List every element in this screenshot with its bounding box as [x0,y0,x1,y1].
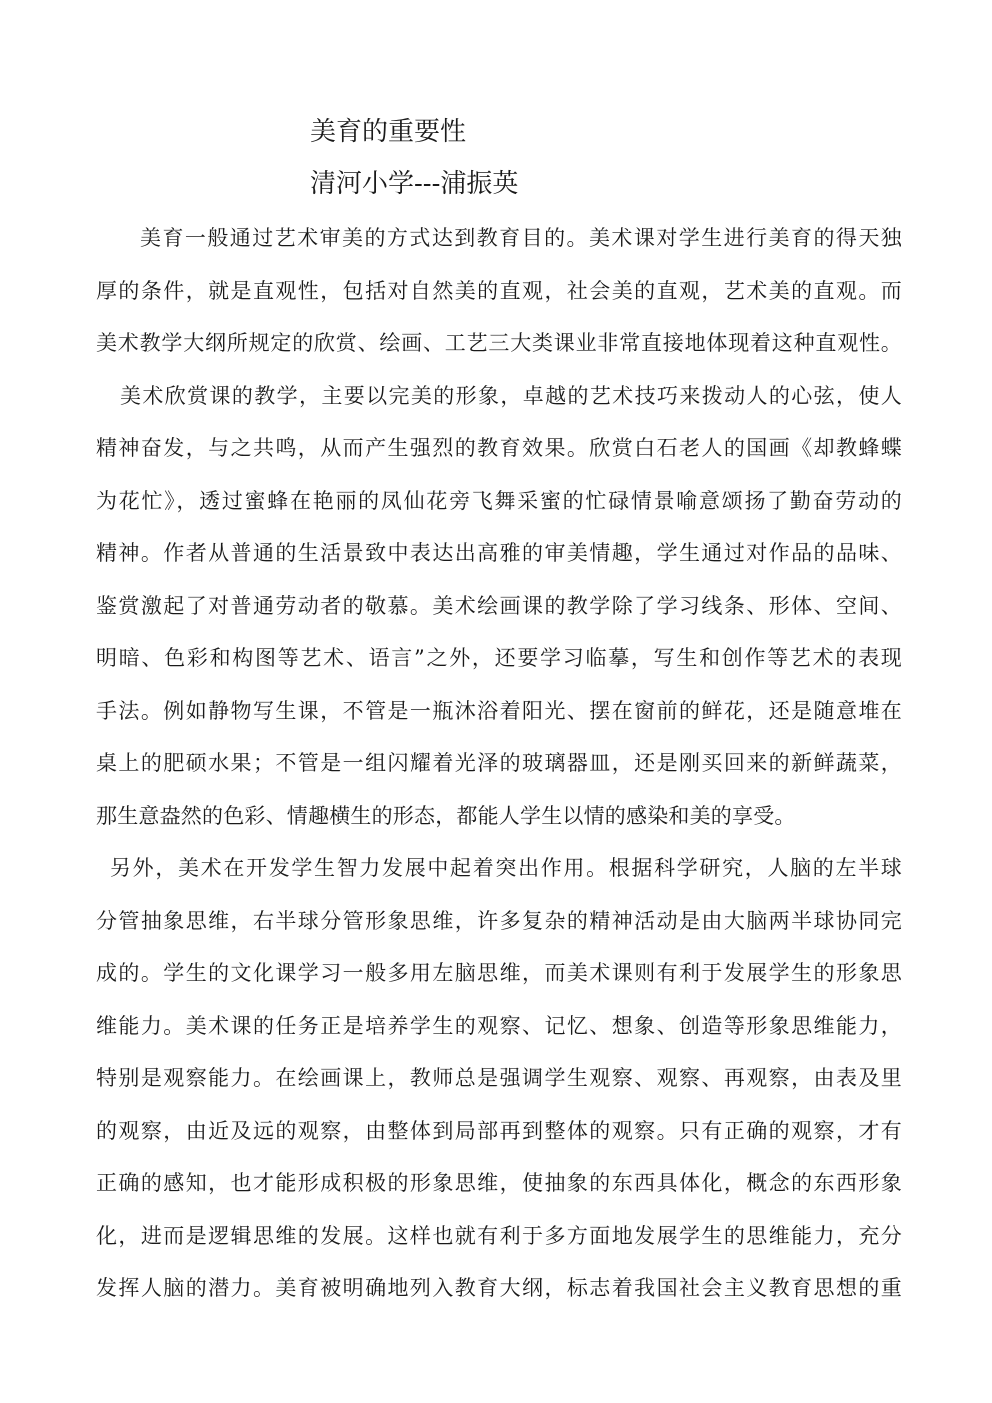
text-line: 特别是观察能力。在绘画课上，教师总是强调学生观察、观察、再观察，由表及里 [96,1066,902,1090]
text-line: 明暗、色彩和构图等艺术、语言”之外，还要学习临摹，写生和创作等艺术的表现 [96,646,902,670]
text-line: 美术欣赏课的教学，主要以完美的形象，卓越的艺术技巧来拨动人的心弦，使人 [120,383,902,408]
text-line: 为花忙》，透过蜜蜂在艳丽的凤仙花旁飞舞采蜜的忙碌情景喻意颂扬了勤奋劳动的 [96,488,902,513]
text-line: 的观察，由近及远的观察，由整体到局部再到整体的观察。只有正确的观察，才有 [96,1118,902,1143]
document-title: 美育的重要性 [310,117,467,147]
text-line: 正确的感知，也才能形成积极的形象思维，使抽象的东西具体化，概念的东西形象 [96,1171,902,1195]
text-line: 美术教学大纲所规定的欣赏、绘画、工艺三大类课业非常直接地体现着这种直观性。 [96,331,902,355]
text-line: 美育一般通过艺术审美的方式达到教育目的。美术课对学生进行美育的得天独 [140,226,902,250]
text-line: 厚的条件，就是直观性，包括对自然美的直观，社会美的直观，艺术美的直观。而 [96,278,902,303]
text-line: 分管抽象思维，右半球分管形象思维，许多复杂的精神活动是由大脑两半球协同完 [96,908,902,933]
document-author: 清河小学---浦振英 [310,169,519,199]
text-line: 成的。学生的文化课学习一般多用左脑思维，而美术课则有利于发展学生的形象思 [96,961,902,985]
text-line: 精神。作者从普通的生活景致中表达出高雅的审美情趣，学生通过对作品的品味、 [96,541,902,565]
text-line: 鉴赏激起了对普通劳动者的敬慕。美术绘画课的教学除了学习线条、形体、空间、 [96,593,902,618]
text-line: 那生意盎然的色彩、情趣横生的形态，都能人学生以情的感染和美的享受。 [96,803,796,828]
text-line: 桌上的肥硕水果；不管是一组闪耀着光泽的玻璃器皿，还是刚买回来的新鲜蔬菜， [96,751,902,775]
text-line: 发挥人脑的潜力。美育被明确地列入教育大纲，标志着我国社会主义教育思想的重 [96,1276,902,1300]
text-line: 维能力。美术课的任务正是培养学生的观察、记忆、想象、创造等形象思维能力， [96,1013,902,1038]
text-line: 精神奋发，与之共鸣，从而产生强烈的教育效果。欣赏白石老人的国画《却教蜂蝶 [96,436,902,460]
text-line: 化，进而是逻辑思维的发展。这样也就有利于多方面地发展学生的思维能力，充分 [96,1223,902,1248]
body-text [96,212,902,1315]
title-block [310,106,518,210]
text-line: 另外，美术在开发学生智力发展中起着突出作用。根据科学研究，人脑的左半球 [110,856,902,880]
text-line: 手法。例如静物写生课，不管是一瓶沐浴着阳光、摆在窗前的鲜花，还是随意堆在 [96,698,902,723]
